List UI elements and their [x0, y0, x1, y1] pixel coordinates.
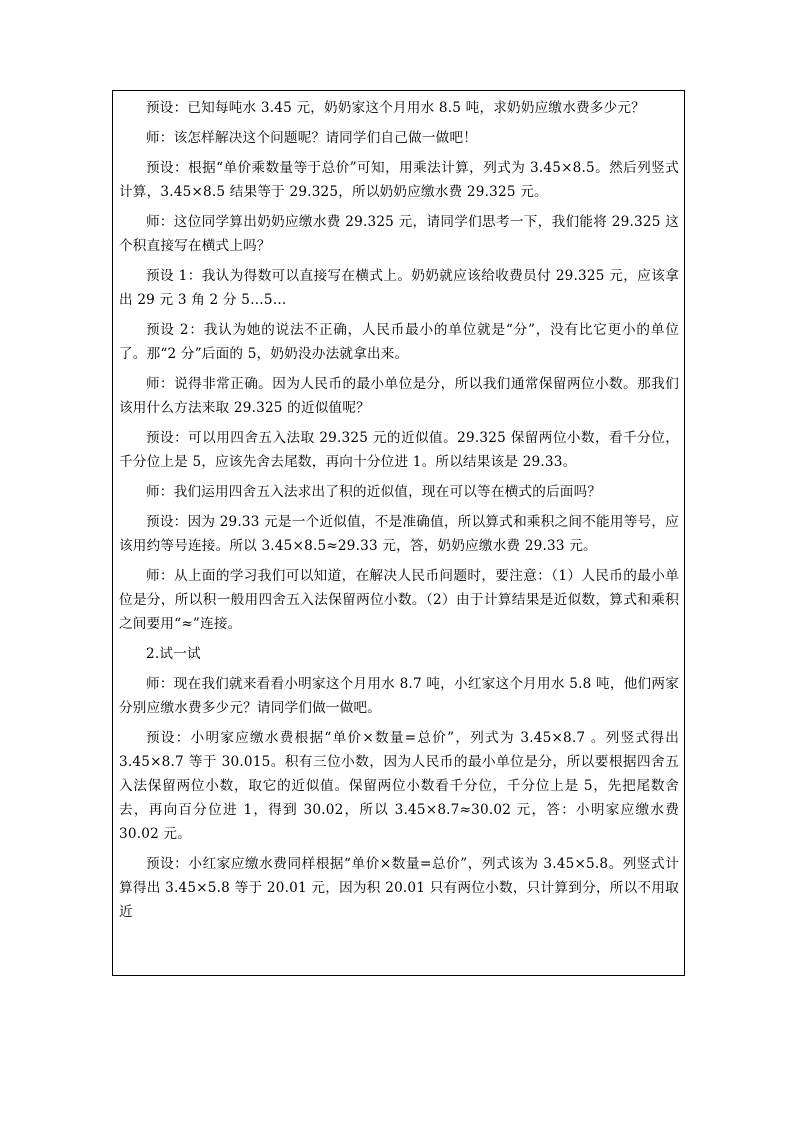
paragraph-teacher-equal: 师：我们运用四舍五入法求出了积的近似值，现在可以等在横式的后面吗？ [146, 484, 602, 500]
table-cell-frame [112, 90, 685, 976]
paragraph-preset-xiaohong: 预设：小红家应缴水费同样根据“单价×数量=总价”，列式该为 3.45×5.8。列竖式计算得出 3.45×5.8 等于 20.01 元，因为积 20.01 只有两位小数，只计算到分，所以不用取近 [119, 856, 679, 920]
paragraph-preset-2: 预设 2：我认为她的说法不正确，人民币最小的单位就是“分”，没有比它更小的单位了。那“2 分”后面的 5，奶奶没办法就拿出来。 [119, 322, 679, 362]
paragraph-teacher-approx: 师：说得非常正确。因为人民币的最小单位是分，所以我们通常保留两位小数。那我们该用什么方法来取 29.325 的近似值呢？ [119, 376, 679, 416]
section-heading-try: 2.试一试 [146, 646, 201, 662]
lesson-content [119, 96, 679, 930]
paragraph-preset-problem: 预设：已知每吨水 3.45 元，奶奶家这个月用水 8.5 吨，求奶奶应缴水费多少元？ [146, 100, 645, 116]
paragraph-preset-rounding: 预设：可以用四舍五入法取 29.325 元的近似值。29.325 保留两位小数，看千分位，千分位上是 5，应该先舍去尾数，再向十分位进 1。所以结果该是 29.33。 [119, 430, 679, 470]
paragraph-preset-1: 预设 1：我认为得数可以直接写在横式上。奶奶就应该给收费员付 29.325 元，应该拿出 29 元 3 角 2 分 5…5… [119, 268, 679, 308]
paragraph-teacher-try: 师：现在我们就来看看小明家这个月用水 8.7 吨，小红家这个月用水 5.8 吨，他们两家分别应缴水费多少元？请同学们做一做吧。 [119, 676, 679, 716]
paragraph-teacher-ask: 师：该怎样解决这个问题呢？请同学们自己做一做吧！ [146, 130, 478, 146]
paragraph-preset-multiply: 预设：根据“单价乘数量等于总价”可知，用乘法计算，列式为 3.45×8.5。然后列竖式计算，3.45×8.5 结果等于 29.325，所以奶奶应缴水费 29.325 元。 [119, 160, 679, 200]
paragraph-preset-approx-sign: 预设：因为 29.33 元是一个近似值，不是准确值，所以算式和乘积之间不能用等号，应该用约等号连接。所以 3.45×8.5≈29.33 元，答，奶奶应缴水费 29.33 元。 [119, 514, 679, 554]
paragraph-teacher-question: 师：这位同学算出奶奶应缴水费 29.325 元，请同学们思考一下，我们能将 29.325 这个积直接写在横式上吗？ [119, 214, 679, 254]
paragraph-preset-xiaoming: 预设：小明家应缴水费根据“单价×数量=总价”，列式为 3.45×8.7 。列竖式得出 3.45×8.7 等于 30.015。积有三位小数，因为人民币的最小单位是分，所以要根据四舍五入法保留两位小数，取它的近似值。保留两位小数看千分位，千分位上是 5，先把尾数舍去，再向百分位进 1，得到 30.02，所以 3.45×8.7≈30.02 元，答：小明家应缴水费 30.02 元。 [119, 730, 679, 842]
paragraph-teacher-summary: 师：从上面的学习我们可以知道，在解决人民币问题时，要注意：（1）人民币的最小单位是分，所以积一般用四舍五入法保留两位小数。（2）由于计算结果是近似数，算式和乘积之间要用“≈”连接。 [119, 568, 679, 632]
